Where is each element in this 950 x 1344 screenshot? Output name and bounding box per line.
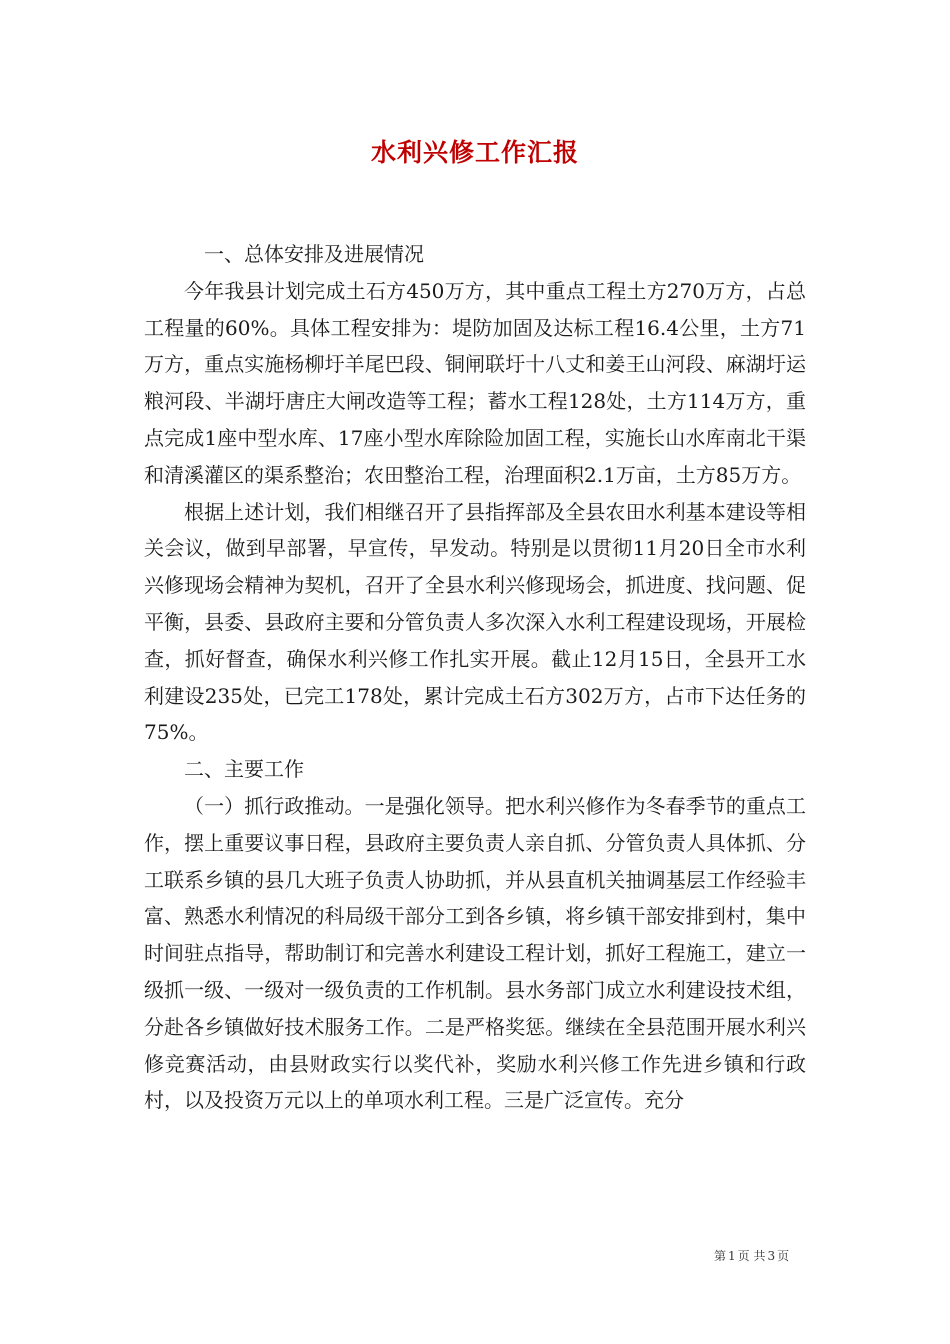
footer-current-page: 1 bbox=[728, 1249, 736, 1263]
paragraph-plan: 今年我县计划完成土石方450万方，其中重点工程土方270万方，占总工程量的60%。具体工程安排为：堤防加固及达标工程16.4公里，土方71万方，重点实施杨柳圩羊尾巴段、铜闸联圩十八丈和姜王山河段、麻湖圩运粮河段、半湖圩唐庄大闸改造等工程；蓄水工程128处，土方114万方，重点完成1座中型水库、17座小型水库除险加固工程，实施长山水库南北干渠和清溪灌区的渠系整治；农田整治工程，治理面积2.1万亩，土方85万方。 bbox=[144, 278, 806, 487]
paragraph-main-work: （一）抓行政推动。一是强化领导。把水利兴修作为冬春季节的重点工作，摆上重要议事日程，县政府主要负责人亲自抓、分管负责人具体抓、分工联系乡镇的县几大班子负责人协助抓，并从县直机关抽调基层工作经验丰富、熟悉水利情况的科局级干部分工到各乡镇，将乡镇干部安排到村，集中时间驻点指导，帮助制订和完善水利建设工程计划，抓好工程施工，建立一级抓一级、一级对一级负责的工作机制。县水务部门成立水利建设技术组，分赴各乡镇做好技术服务工作。二是严格奖惩。继续在全县范围开展水利兴修竞赛活动，由县财政实行以奖代补，奖励水利兴修工作先进乡镇和行政村，以及投资万元以上的单项水利工程。三是广泛宣传。充分 bbox=[144, 793, 806, 1113]
page-number-footer bbox=[713, 1247, 790, 1264]
document-body bbox=[144, 236, 806, 1119]
footer-suffix: 页 bbox=[777, 1249, 790, 1263]
paragraph-progress: 根据上述计划，我们相继召开了县指挥部及全县农田水利基本建设等相关会议，做到早部署，早宣传，早发动。特别是以贯彻11月20日全市水利兴修现场会精神为契机，召开了全县水利兴修现场会，抓进度、找问题、促平衡，县委、县政府主要和分管负责人多次深入水利工程建设现场，开展检查，抓好督查，确保水利兴修工作扎实开展。截止12月15日，全县开工水利建设235处，已完工178处，累计完成土石方302万方，占市下达任务的75%。 bbox=[144, 499, 806, 745]
section-heading-1: 一、总体安排及进展情况 bbox=[204, 242, 424, 266]
section-heading-2: 二、主要工作 bbox=[184, 757, 304, 782]
footer-middle: 页 共 bbox=[737, 1249, 766, 1263]
page-title: 水利兴修工作汇报 bbox=[370, 138, 579, 167]
footer-total-pages: 3 bbox=[767, 1249, 776, 1263]
footer-prefix: 第 bbox=[714, 1249, 727, 1263]
